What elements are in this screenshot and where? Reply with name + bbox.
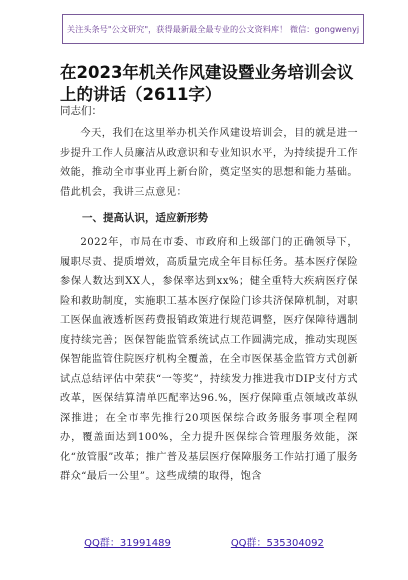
section-heading: 一、提高认识，适应新形势 [82, 212, 208, 224]
qq-group-link-1[interactable]: QQ群：31991489 [84, 538, 171, 549]
promo-banner: 关注头条号"公文研究"，获得最新最全最专业的公文资料库！ 微信：gongwenyj [62, 14, 364, 44]
document-title: 在2023年机关作风建设暨业务培训会议上的讲话（2611字） [60, 63, 354, 104]
page-footer [0, 534, 408, 549]
body-paragraph: 2022年，市局在市委、市政府和上级部门的正确领导下，履职尽责、提质增效，高质量完成全年目标任务。基本医疗保险参保人数达到XX人，参保率达到xx%；健全重特大疾病医疗保险和救助制度，实施职工基本医疗保险门诊共济保障机制，对职工医保血液透析医药费报销政策进行规范调整，医疗保障待遇制度持续完善；医保智能监管系统试点工作圆满完成，推动实现医保智能监管住院医疗机构全覆盖，在全市医保基金监管方式创新试点总结评估中荣获“一等奖”，持续发力推进我市DIP支付方式改革，医保结算清单匹配率达96.%，医疗保障重点领域改革纵深推进；在全市率先推行20项医保综合政务服务事项全程网办，覆盖面达到100%，全力提升医保综合管理服务效能，深化“放管服”改革；推广普及基层医疗保障服务工作站打通了服务群众“最后一公里”。这些成绩的取得，饱含 [60, 237, 358, 482]
intro-paragraph: 今天，我们在这里举办机关作风建设培训会，目的就是进一步提升工作人员廉洁从政意识和专业知识水平，为持续提升工作效能，推动全市事业再上新台阶，奠定坚实的思想和能力基础。借此机会，我讲三点意见： [60, 128, 358, 198]
qq-group-link-2[interactable]: QQ群：535304092 [230, 538, 324, 549]
greeting: 同志们： [60, 105, 102, 117]
